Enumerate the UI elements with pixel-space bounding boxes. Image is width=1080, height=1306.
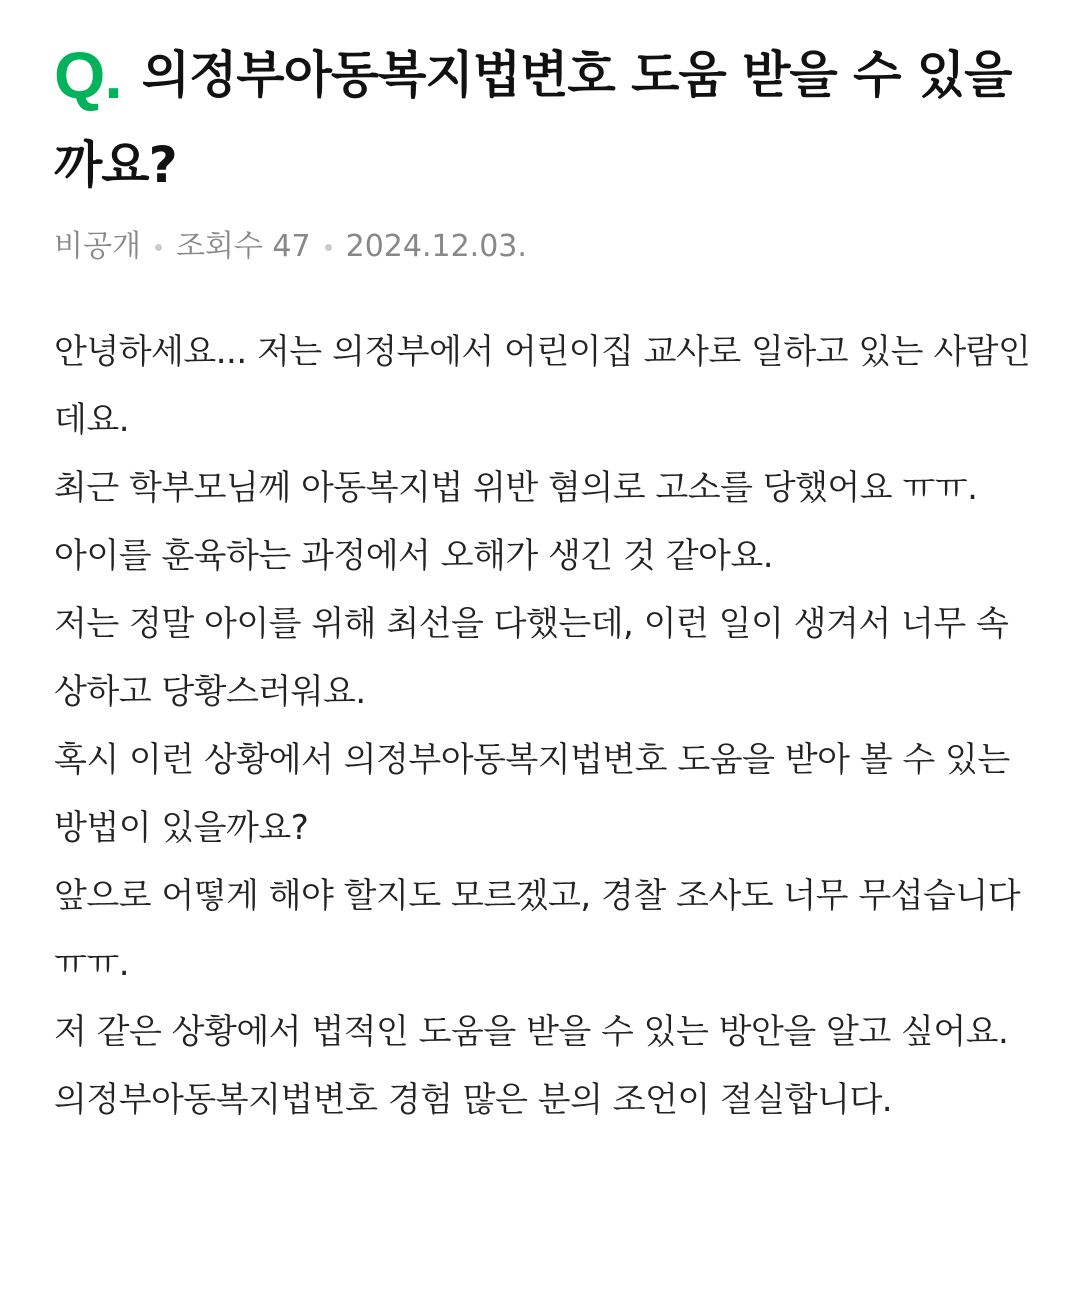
meta-separator — [155, 244, 162, 251]
question-title: 의정부아동복지법변호 도움 받을 수 있을까요? — [54, 46, 1012, 194]
question-header — [54, 30, 1034, 210]
body-paragraph: 혹시 이런 상황에서 의정부아동복지법변호 도움을 받아 볼 수 있는 방법이 있을까요? — [54, 740, 1010, 848]
body-paragraph: 앞으로 어떻게 해야 할지도 모르겠고, 경찰 조사도 너무 무섭습니다 ㅠㅠ. — [54, 876, 1021, 984]
body-paragraph: 의정부아동복지법변호 경험 많은 분의 조언이 절실합니다. — [54, 1080, 893, 1120]
body-paragraph: 최근 학부모님께 아동복지법 위반 혐의로 고소를 당했어요 ㅠㅠ. — [54, 468, 978, 508]
body-paragraph: 저는 정말 아이를 위해 최선을 다했는데, 이런 일이 생겨서 너무 속상하고 당황스러워요. — [54, 604, 1009, 712]
author-label: 비공개 — [54, 229, 141, 264]
body-paragraph: 안녕하세요... 저는 의정부에서 어린이집 교사로 일하고 있는 사람인데요. — [54, 332, 1031, 440]
body-paragraph: 저 같은 상황에서 법적인 도움을 받을 수 있는 방안을 알고 싶어요. — [54, 1012, 1009, 1052]
question-body — [54, 318, 1034, 1134]
question-title-row — [54, 30, 1034, 210]
question-mark-icon: Q. — [54, 38, 122, 112]
post-date: 2024.12.03. — [345, 229, 527, 264]
meta-separator — [325, 244, 332, 251]
body-paragraph: 아이를 훈육하는 과정에서 오해가 생긴 것 같아요. — [54, 536, 774, 576]
question-meta — [54, 222, 527, 272]
view-count: 조회수 47 — [175, 229, 311, 264]
